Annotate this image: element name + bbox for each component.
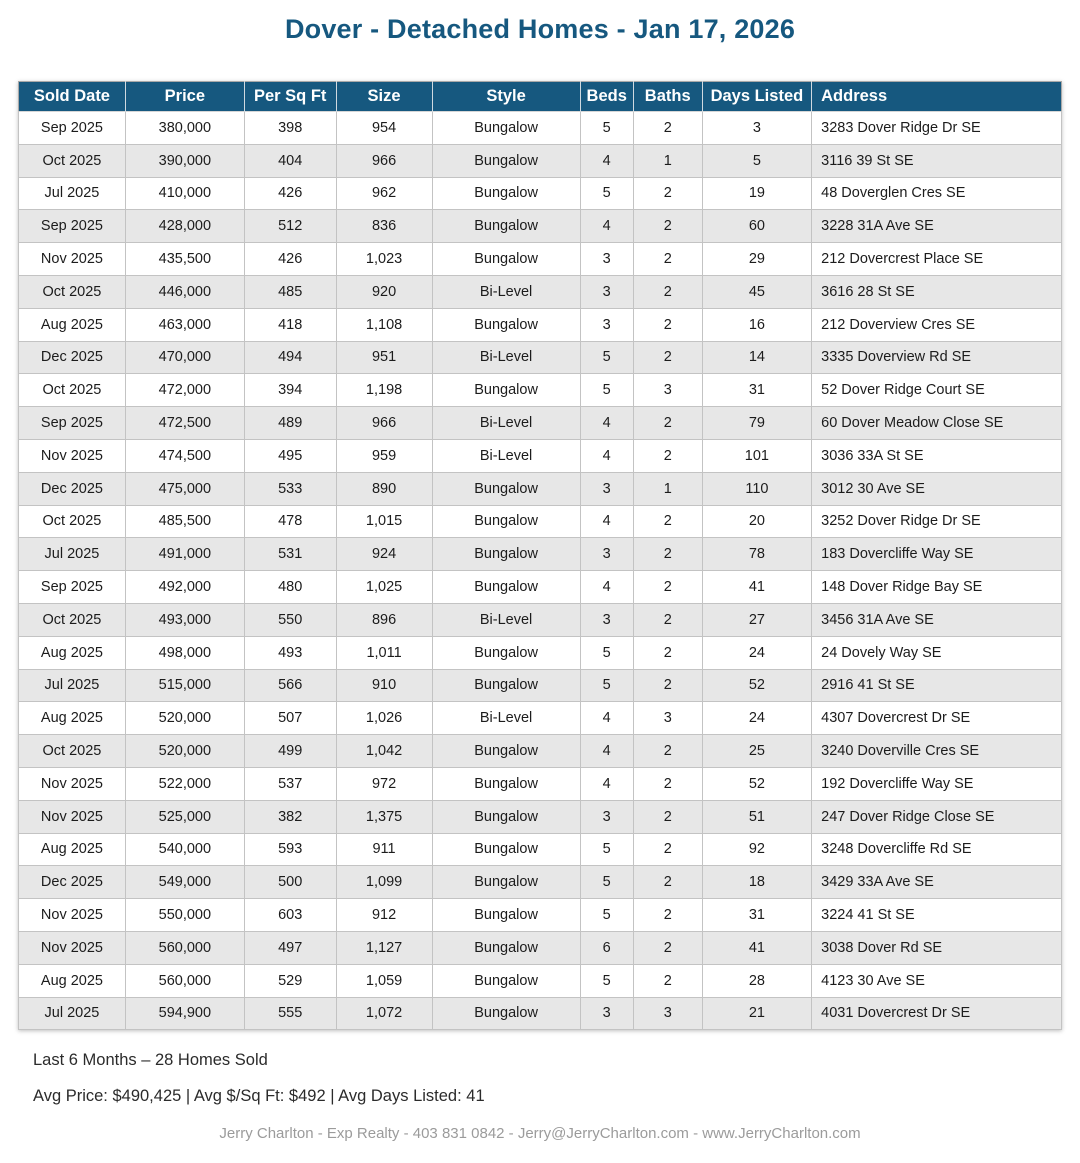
table-cell: 110: [702, 472, 812, 505]
table-cell: Dec 2025: [19, 866, 126, 899]
table-row: [19, 275, 1062, 308]
table-cell: 507: [244, 702, 336, 735]
table-cell: 555: [244, 997, 336, 1030]
table-cell: 2916 41 St SE: [812, 669, 1062, 702]
table-cell: 192 Dovercliffe Way SE: [812, 767, 1062, 800]
table-cell: 3616 28 St SE: [812, 275, 1062, 308]
table-cell: Bungalow: [432, 931, 580, 964]
table-cell: 2: [633, 899, 702, 932]
table-cell: 380,000: [125, 112, 244, 145]
table-cell: 3: [580, 538, 633, 571]
table-cell: 497: [244, 931, 336, 964]
table-cell: Bungalow: [432, 735, 580, 768]
table-cell: 836: [336, 210, 432, 243]
table-cell: 951: [336, 341, 432, 374]
table-cell: 4: [580, 735, 633, 768]
table-cell: 4: [580, 439, 633, 472]
table-cell: 540,000: [125, 833, 244, 866]
table-row: [19, 144, 1062, 177]
table-cell: Bungalow: [432, 571, 580, 604]
table-cell: 5: [580, 636, 633, 669]
table-cell: 1,072: [336, 997, 432, 1030]
table-cell: Jul 2025: [19, 538, 126, 571]
table-cell: Bi-Level: [432, 702, 580, 735]
table-cell: 3335 Doverview Rd SE: [812, 341, 1062, 374]
table-cell: 500: [244, 866, 336, 899]
table-cell: 4: [580, 505, 633, 538]
sold-homes-table: [18, 81, 1062, 1030]
table-cell: 512: [244, 210, 336, 243]
table-cell: 2: [633, 603, 702, 636]
table-cell: Jul 2025: [19, 177, 126, 210]
table-cell: 52: [702, 767, 812, 800]
table-cell: 493: [244, 636, 336, 669]
column-header-size: Size: [336, 82, 432, 112]
table-row: [19, 997, 1062, 1030]
table-cell: 2: [633, 800, 702, 833]
table-cell: 24: [702, 702, 812, 735]
table-cell: 5: [580, 964, 633, 997]
table-cell: 972: [336, 767, 432, 800]
table-cell: 537: [244, 767, 336, 800]
table-cell: 4031 Dovercrest Dr SE: [812, 997, 1062, 1030]
table-cell: 19: [702, 177, 812, 210]
table-cell: 3: [580, 997, 633, 1030]
table-row: [19, 177, 1062, 210]
table-cell: Bungalow: [432, 636, 580, 669]
table-cell: 920: [336, 275, 432, 308]
table-cell: 31: [702, 374, 812, 407]
table-cell: 1: [633, 144, 702, 177]
table-cell: 962: [336, 177, 432, 210]
table-cell: 3: [633, 702, 702, 735]
table-cell: 2: [633, 636, 702, 669]
table-cell: Bungalow: [432, 210, 580, 243]
table-cell: 14: [702, 341, 812, 374]
table-cell: 5: [580, 866, 633, 899]
table-cell: 3: [702, 112, 812, 145]
table-cell: 4: [580, 571, 633, 604]
table-cell: 4: [580, 210, 633, 243]
table-cell: Jul 2025: [19, 997, 126, 1030]
table-cell: 911: [336, 833, 432, 866]
table-row: [19, 866, 1062, 899]
table-cell: 520,000: [125, 735, 244, 768]
table-row: [19, 603, 1062, 636]
table-cell: 3283 Dover Ridge Dr SE: [812, 112, 1062, 145]
table-cell: 1,023: [336, 243, 432, 276]
table-cell: 51: [702, 800, 812, 833]
table-cell: 3429 33A Ave SE: [812, 866, 1062, 899]
table-cell: Nov 2025: [19, 899, 126, 932]
table-cell: 3240 Doverville Cres SE: [812, 735, 1062, 768]
table-cell: Nov 2025: [19, 800, 126, 833]
table-cell: Bungalow: [432, 899, 580, 932]
table-cell: 2: [633, 767, 702, 800]
table-cell: 25: [702, 735, 812, 768]
column-header-sold-date: Sold Date: [19, 82, 126, 112]
table-cell: Bi-Level: [432, 439, 580, 472]
table-row: [19, 931, 1062, 964]
table-cell: 2: [633, 735, 702, 768]
table-cell: 382: [244, 800, 336, 833]
table-cell: 1,015: [336, 505, 432, 538]
table-cell: 78: [702, 538, 812, 571]
table-cell: 924: [336, 538, 432, 571]
table-cell: 912: [336, 899, 432, 932]
table-cell: Bungalow: [432, 308, 580, 341]
table-cell: 550: [244, 603, 336, 636]
table-cell: 493,000: [125, 603, 244, 636]
table-cell: 499: [244, 735, 336, 768]
table-cell: Aug 2025: [19, 636, 126, 669]
table-cell: 29: [702, 243, 812, 276]
table-cell: 426: [244, 243, 336, 276]
table-row: [19, 210, 1062, 243]
table-cell: Aug 2025: [19, 833, 126, 866]
table-cell: Dec 2025: [19, 341, 126, 374]
table-cell: 394: [244, 374, 336, 407]
table-cell: 3: [580, 308, 633, 341]
sales-table-container: [18, 81, 1062, 1030]
table-header-row: [19, 82, 1062, 112]
table-cell: 2: [633, 866, 702, 899]
table-row: [19, 374, 1062, 407]
summary-line-sold-count: Last 6 Months – 28 Homes Sold: [33, 1051, 268, 1069]
table-cell: 31: [702, 899, 812, 932]
table-cell: Nov 2025: [19, 931, 126, 964]
table-cell: Bungalow: [432, 997, 580, 1030]
column-header-style: Style: [432, 82, 580, 112]
table-cell: 2: [633, 112, 702, 145]
table-cell: 3012 30 Ave SE: [812, 472, 1062, 505]
table-row: [19, 407, 1062, 440]
table-cell: Aug 2025: [19, 964, 126, 997]
table-cell: 28: [702, 964, 812, 997]
table-cell: 566: [244, 669, 336, 702]
table-cell: 148 Dover Ridge Bay SE: [812, 571, 1062, 604]
table-cell: 3: [633, 374, 702, 407]
table-cell: 101: [702, 439, 812, 472]
table-cell: 1,025: [336, 571, 432, 604]
table-cell: 3116 39 St SE: [812, 144, 1062, 177]
table-cell: 3: [580, 243, 633, 276]
table-cell: Bi-Level: [432, 407, 580, 440]
table-cell: 966: [336, 144, 432, 177]
table-cell: 435,500: [125, 243, 244, 276]
table-row: [19, 702, 1062, 735]
table-row: [19, 964, 1062, 997]
column-header-beds: Beds: [580, 82, 633, 112]
table-cell: Aug 2025: [19, 308, 126, 341]
table-cell: 48 Doverglen Cres SE: [812, 177, 1062, 210]
table-cell: 4307 Dovercrest Dr SE: [812, 702, 1062, 735]
table-cell: 4: [580, 702, 633, 735]
table-row: [19, 767, 1062, 800]
table-cell: 485: [244, 275, 336, 308]
table-cell: 404: [244, 144, 336, 177]
table-cell: 478: [244, 505, 336, 538]
table-cell: 3: [633, 997, 702, 1030]
table-cell: 2: [633, 505, 702, 538]
table-cell: Nov 2025: [19, 243, 126, 276]
table-cell: 593: [244, 833, 336, 866]
table-cell: 1,099: [336, 866, 432, 899]
table-cell: 594,900: [125, 997, 244, 1030]
table-row: [19, 735, 1062, 768]
table-row: [19, 571, 1062, 604]
table-cell: 531: [244, 538, 336, 571]
table-row: [19, 472, 1062, 505]
table-cell: Dec 2025: [19, 472, 126, 505]
table-cell: 2: [633, 931, 702, 964]
table-cell: 3456 31A Ave SE: [812, 603, 1062, 636]
table-cell: 2: [633, 243, 702, 276]
table-cell: 41: [702, 931, 812, 964]
table-cell: Bungalow: [432, 374, 580, 407]
table-cell: Bungalow: [432, 112, 580, 145]
table-cell: 41: [702, 571, 812, 604]
table-cell: 480: [244, 571, 336, 604]
page-title: Dover - Detached Homes - Jan 17, 2026: [284, 14, 796, 44]
summary-block: [33, 1042, 485, 1114]
table-cell: 60: [702, 210, 812, 243]
table-cell: 2: [633, 177, 702, 210]
table-cell: 470,000: [125, 341, 244, 374]
table-row: [19, 538, 1062, 571]
agent-credit-line: Jerry Charlton - Exp Realty - 403 831 0842 - Jerry@JerryCharlton.com - www.JerryCharlton.com: [219, 1125, 861, 1142]
table-cell: 92: [702, 833, 812, 866]
table-cell: Bi-Level: [432, 341, 580, 374]
table-cell: 549,000: [125, 866, 244, 899]
table-cell: 2: [633, 964, 702, 997]
table-cell: 247 Dover Ridge Close SE: [812, 800, 1062, 833]
table-cell: Bi-Level: [432, 275, 580, 308]
table-cell: 525,000: [125, 800, 244, 833]
table-cell: Bungalow: [432, 538, 580, 571]
table-cell: 515,000: [125, 669, 244, 702]
column-header-baths: Baths: [633, 82, 702, 112]
table-cell: 1,059: [336, 964, 432, 997]
table-cell: 428,000: [125, 210, 244, 243]
table-cell: 60 Dover Meadow Close SE: [812, 407, 1062, 440]
table-cell: 2: [633, 538, 702, 571]
column-header-per-sq-ft: Per Sq Ft: [244, 82, 336, 112]
table-cell: 6: [580, 931, 633, 964]
column-header-address: Address: [812, 82, 1062, 112]
table-cell: 1,011: [336, 636, 432, 669]
table-cell: 1: [633, 472, 702, 505]
table-cell: 2: [633, 341, 702, 374]
table-row: [19, 636, 1062, 669]
table-cell: Bungalow: [432, 472, 580, 505]
table-cell: 45: [702, 275, 812, 308]
table-cell: 1,042: [336, 735, 432, 768]
table-cell: 1,026: [336, 702, 432, 735]
table-cell: 3036 33A St SE: [812, 439, 1062, 472]
table-cell: Oct 2025: [19, 735, 126, 768]
table-cell: Oct 2025: [19, 374, 126, 407]
table-cell: 896: [336, 603, 432, 636]
table-cell: 18: [702, 866, 812, 899]
table-cell: Bungalow: [432, 669, 580, 702]
table-header: [19, 82, 1062, 112]
table-cell: 3248 Dovercliffe Rd SE: [812, 833, 1062, 866]
table-cell: 4: [580, 144, 633, 177]
table-cell: 2: [633, 439, 702, 472]
table-cell: 5: [580, 112, 633, 145]
table-cell: 1,375: [336, 800, 432, 833]
table-cell: 5: [580, 833, 633, 866]
table-cell: 21: [702, 997, 812, 1030]
table-cell: 446,000: [125, 275, 244, 308]
table-cell: Nov 2025: [19, 439, 126, 472]
table-cell: 550,000: [125, 899, 244, 932]
table-cell: Bungalow: [432, 767, 580, 800]
table-cell: 79: [702, 407, 812, 440]
table-cell: 954: [336, 112, 432, 145]
table-cell: 2: [633, 275, 702, 308]
table-cell: 5: [580, 374, 633, 407]
table-cell: 463,000: [125, 308, 244, 341]
table-cell: 472,000: [125, 374, 244, 407]
table-row: [19, 112, 1062, 145]
table-cell: 890: [336, 472, 432, 505]
table-cell: 3252 Dover Ridge Dr SE: [812, 505, 1062, 538]
table-cell: Bungalow: [432, 964, 580, 997]
table-cell: Oct 2025: [19, 603, 126, 636]
table-cell: 560,000: [125, 964, 244, 997]
table-cell: 959: [336, 439, 432, 472]
table-row: [19, 243, 1062, 276]
table-cell: Bungalow: [432, 866, 580, 899]
table-cell: Nov 2025: [19, 767, 126, 800]
table-cell: Sep 2025: [19, 571, 126, 604]
table-cell: 20: [702, 505, 812, 538]
table-cell: 3224 41 St SE: [812, 899, 1062, 932]
table-cell: 3: [580, 603, 633, 636]
table-cell: 2: [633, 669, 702, 702]
table-cell: 529: [244, 964, 336, 997]
table-row: [19, 800, 1062, 833]
table-cell: 475,000: [125, 472, 244, 505]
table-cell: 212 Dovercrest Place SE: [812, 243, 1062, 276]
table-cell: Bungalow: [432, 800, 580, 833]
table-cell: 485,500: [125, 505, 244, 538]
table-cell: 5: [580, 669, 633, 702]
table-cell: 3: [580, 275, 633, 308]
table-cell: 2: [633, 308, 702, 341]
table-row: [19, 669, 1062, 702]
table-cell: Bungalow: [432, 144, 580, 177]
table-cell: 24: [702, 636, 812, 669]
table-cell: 410,000: [125, 177, 244, 210]
table-cell: Bi-Level: [432, 603, 580, 636]
table-cell: 472,500: [125, 407, 244, 440]
table-cell: 52 Dover Ridge Court SE: [812, 374, 1062, 407]
table-cell: 2: [633, 571, 702, 604]
table-cell: 27: [702, 603, 812, 636]
table-cell: 603: [244, 899, 336, 932]
table-cell: Aug 2025: [19, 702, 126, 735]
summary-line-averages: Avg Price: $490,425 | Avg $/Sq Ft: $492 | Avg Days Listed: 41: [33, 1087, 485, 1105]
table-cell: 52: [702, 669, 812, 702]
table-cell: 489: [244, 407, 336, 440]
table-cell: 5: [702, 144, 812, 177]
table-cell: 3: [580, 800, 633, 833]
table-row: [19, 308, 1062, 341]
table-cell: Sep 2025: [19, 210, 126, 243]
table-cell: 492,000: [125, 571, 244, 604]
table-cell: 183 Dovercliffe Way SE: [812, 538, 1062, 571]
table-cell: 533: [244, 472, 336, 505]
table-cell: 16: [702, 308, 812, 341]
table-cell: 4123 30 Ave SE: [812, 964, 1062, 997]
table-cell: Sep 2025: [19, 407, 126, 440]
table-cell: Oct 2025: [19, 505, 126, 538]
table-cell: 4: [580, 407, 633, 440]
table-cell: 1,108: [336, 308, 432, 341]
table-cell: Sep 2025: [19, 112, 126, 145]
table-cell: 3038 Dover Rd SE: [812, 931, 1062, 964]
table-cell: 494: [244, 341, 336, 374]
table-cell: Bungalow: [432, 177, 580, 210]
table-cell: 212 Doverview Cres SE: [812, 308, 1062, 341]
table-row: [19, 439, 1062, 472]
table-cell: 910: [336, 669, 432, 702]
table-cell: Bungalow: [432, 505, 580, 538]
column-header-days-listed: Days Listed: [702, 82, 812, 112]
table-cell: 426: [244, 177, 336, 210]
table-row: [19, 505, 1062, 538]
table-cell: Jul 2025: [19, 669, 126, 702]
table-cell: 495: [244, 439, 336, 472]
table-row: [19, 833, 1062, 866]
table-row: [19, 899, 1062, 932]
table-cell: 3228 31A Ave SE: [812, 210, 1062, 243]
table-cell: 390,000: [125, 144, 244, 177]
table-cell: 1,198: [336, 374, 432, 407]
table-cell: 4: [580, 767, 633, 800]
table-cell: Oct 2025: [19, 144, 126, 177]
table-row: [19, 341, 1062, 374]
table-cell: 2: [633, 407, 702, 440]
table-cell: Bungalow: [432, 833, 580, 866]
table-cell: Bungalow: [432, 243, 580, 276]
table-cell: 491,000: [125, 538, 244, 571]
column-header-price: Price: [125, 82, 244, 112]
table-cell: 2: [633, 210, 702, 243]
table-body: [19, 112, 1062, 1030]
table-cell: 498,000: [125, 636, 244, 669]
table-cell: 522,000: [125, 767, 244, 800]
table-cell: 398: [244, 112, 336, 145]
table-cell: 5: [580, 899, 633, 932]
table-cell: Oct 2025: [19, 275, 126, 308]
table-cell: 560,000: [125, 931, 244, 964]
table-cell: 418: [244, 308, 336, 341]
table-cell: 5: [580, 177, 633, 210]
table-cell: 966: [336, 407, 432, 440]
table-cell: 3: [580, 472, 633, 505]
table-cell: 520,000: [125, 702, 244, 735]
table-cell: 24 Dovely Way SE: [812, 636, 1062, 669]
table-cell: 1,127: [336, 931, 432, 964]
table-cell: 474,500: [125, 439, 244, 472]
table-cell: 5: [580, 341, 633, 374]
table-cell: 2: [633, 833, 702, 866]
